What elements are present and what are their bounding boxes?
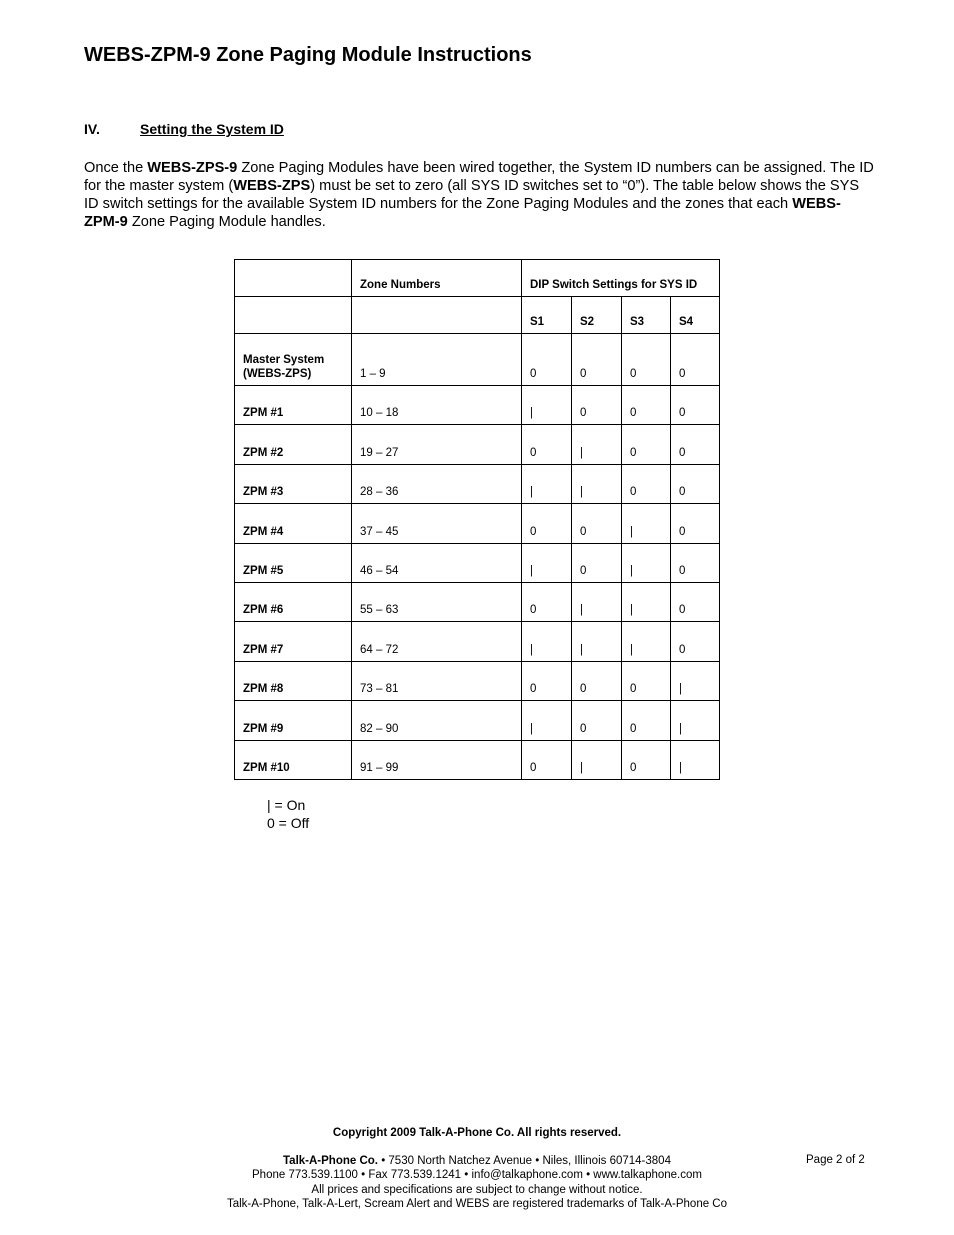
footer-company: Talk-A-Phone Co. [283, 1155, 378, 1167]
intro-paragraph [84, 159, 874, 231]
para-bold-2: WEBS-ZPS [233, 178, 311, 194]
row-label: ZPM #7 [235, 622, 352, 661]
switch-value: 0 [522, 425, 572, 464]
zone-range: 55 – 63 [352, 582, 522, 621]
sys-id-table [234, 259, 720, 780]
row-label: ZPM #6 [235, 582, 352, 621]
footer-trademarks: Talk-A-Phone, Talk-A-Lert, Scream Alert and WEBS are registered trademarks of Talk-A-Phone Co [226, 1197, 728, 1210]
switch-value: 0 [622, 425, 671, 464]
zone-range: 28 – 36 [352, 464, 522, 503]
switch-value: 0 [671, 582, 720, 621]
zone-range: 73 – 81 [352, 661, 522, 700]
row-label: ZPM #3 [235, 464, 352, 503]
switch-empty-cell [235, 297, 352, 334]
switch-value: | [572, 582, 622, 621]
switch-value: | [522, 543, 572, 582]
switch-value: | [522, 622, 572, 661]
switch-value: 0 [522, 582, 572, 621]
switch-value: 0 [671, 622, 720, 661]
switch-value: 0 [572, 386, 622, 425]
switch-value: 0 [671, 464, 720, 503]
switch-value: | [671, 701, 720, 740]
row-label [235, 334, 352, 386]
para-text-4: Zone Paging Module handles. [127, 214, 326, 230]
table-row-master [235, 334, 720, 386]
switch-value: | [572, 740, 622, 779]
row-label: ZPM #5 [235, 543, 352, 582]
para-bold-1: WEBS-ZPS-9 [147, 160, 238, 176]
footer-notice: All prices and specifications are subject to change without notice. [311, 1183, 643, 1196]
zone-range: 82 – 90 [352, 701, 522, 740]
switch-value: | [622, 622, 671, 661]
zone-range: 46 – 54 [352, 543, 522, 582]
section-number: IV. [84, 121, 100, 137]
section-title: Setting the System ID [140, 121, 284, 137]
table-row [235, 582, 720, 621]
zone-range: 64 – 72 [352, 622, 522, 661]
footer-address: • 7530 North Natchez Avenue • Niles, Illinois 60714-3804 [378, 1155, 671, 1167]
switch-value: | [572, 425, 622, 464]
switch-value: 0 [671, 543, 720, 582]
table-row [235, 464, 720, 503]
zone-range: 10 – 18 [352, 386, 522, 425]
switch-value: | [572, 464, 622, 503]
row-label: ZPM #4 [235, 504, 352, 543]
switch-value: 0 [622, 334, 671, 386]
switch-value: 0 [572, 701, 622, 740]
header-zone-numbers: Zone Numbers [352, 260, 522, 297]
switch-label: S3 [622, 297, 671, 334]
copyright: Copyright 2009 Talk-A-Phone Co. All rights reserved. [332, 1127, 622, 1139]
row-label: ZPM #10 [235, 740, 352, 779]
switch-value: 0 [572, 543, 622, 582]
row-label: ZPM #1 [235, 386, 352, 425]
table-row [235, 661, 720, 700]
switch-value: 0 [622, 740, 671, 779]
master-label-line2: (WEBS-ZPS) [243, 368, 312, 380]
switch-value: 0 [522, 740, 572, 779]
switch-value: | [522, 701, 572, 740]
switch-value: 0 [572, 334, 622, 386]
switch-label: S2 [572, 297, 622, 334]
switch-label: S4 [671, 297, 720, 334]
switch-value: 0 [572, 504, 622, 543]
header-dip-settings: DIP Switch Settings for SYS ID [522, 260, 720, 297]
switch-value: 0 [622, 661, 671, 700]
switch-value: | [622, 582, 671, 621]
switch-value: 0 [572, 661, 622, 700]
switch-value: 0 [522, 504, 572, 543]
legend [267, 796, 309, 832]
row-label: ZPM #9 [235, 701, 352, 740]
table-row [235, 504, 720, 543]
switch-value: | [522, 464, 572, 503]
switch-value: | [671, 661, 720, 700]
table-row [235, 543, 720, 582]
table-row [235, 622, 720, 661]
zone-range: 37 – 45 [352, 504, 522, 543]
zone-range: 91 – 99 [352, 740, 522, 779]
para-bold-3: WEBS-ZPM-9 [84, 196, 841, 230]
header-empty-cell [235, 260, 352, 297]
table-switch-row [235, 297, 720, 334]
para-text-3: ) must be set to zero (all SYS ID switches set to “0”). The table below shows the SYS ID switch settings for the available System ID numbers for the Zone Paging Modules and the zones that each [84, 178, 860, 212]
switch-label: S1 [522, 297, 572, 334]
switch-value: | [622, 543, 671, 582]
table-row [235, 701, 720, 740]
switch-value: 0 [671, 386, 720, 425]
section-heading [84, 121, 284, 137]
page-title: WEBS-ZPM-9 Zone Paging Module Instructions [84, 44, 532, 66]
page-number: Page 2 of 2 [806, 1154, 865, 1166]
row-label: ZPM #8 [235, 661, 352, 700]
switch-value: | [572, 622, 622, 661]
table-header-row [235, 260, 720, 297]
switch-value: 0 [522, 661, 572, 700]
switch-value: | [522, 386, 572, 425]
zone-range: 19 – 27 [352, 425, 522, 464]
row-label: ZPM #2 [235, 425, 352, 464]
para-text-2: Zone Paging Modules have been wired together, the System ID numbers can be assigned. The ID for the master system ( [84, 160, 874, 194]
switch-value: | [622, 504, 671, 543]
switch-value: 0 [622, 464, 671, 503]
footer-contact: Phone 773.539.1100 • Fax 773.539.1241 • info@talkaphone.com • www.talkaphone.com [252, 1169, 702, 1182]
legend-off: 0 = Off [267, 815, 310, 831]
switch-value: 0 [671, 425, 720, 464]
switch-value: 0 [671, 334, 720, 386]
switch-value: | [671, 740, 720, 779]
zone-range: 1 – 9 [352, 334, 522, 386]
table-row [235, 386, 720, 425]
switch-value: 0 [622, 701, 671, 740]
legend-on: | = On [267, 797, 306, 813]
switch-value: 0 [671, 504, 720, 543]
switch-empty-cell [352, 297, 522, 334]
para-text-1: Once the [84, 160, 148, 176]
table-row [235, 740, 720, 779]
switch-value: 0 [622, 386, 671, 425]
master-label-line1: Master System [243, 354, 325, 366]
switch-value: 0 [522, 334, 572, 386]
table-row [235, 425, 720, 464]
